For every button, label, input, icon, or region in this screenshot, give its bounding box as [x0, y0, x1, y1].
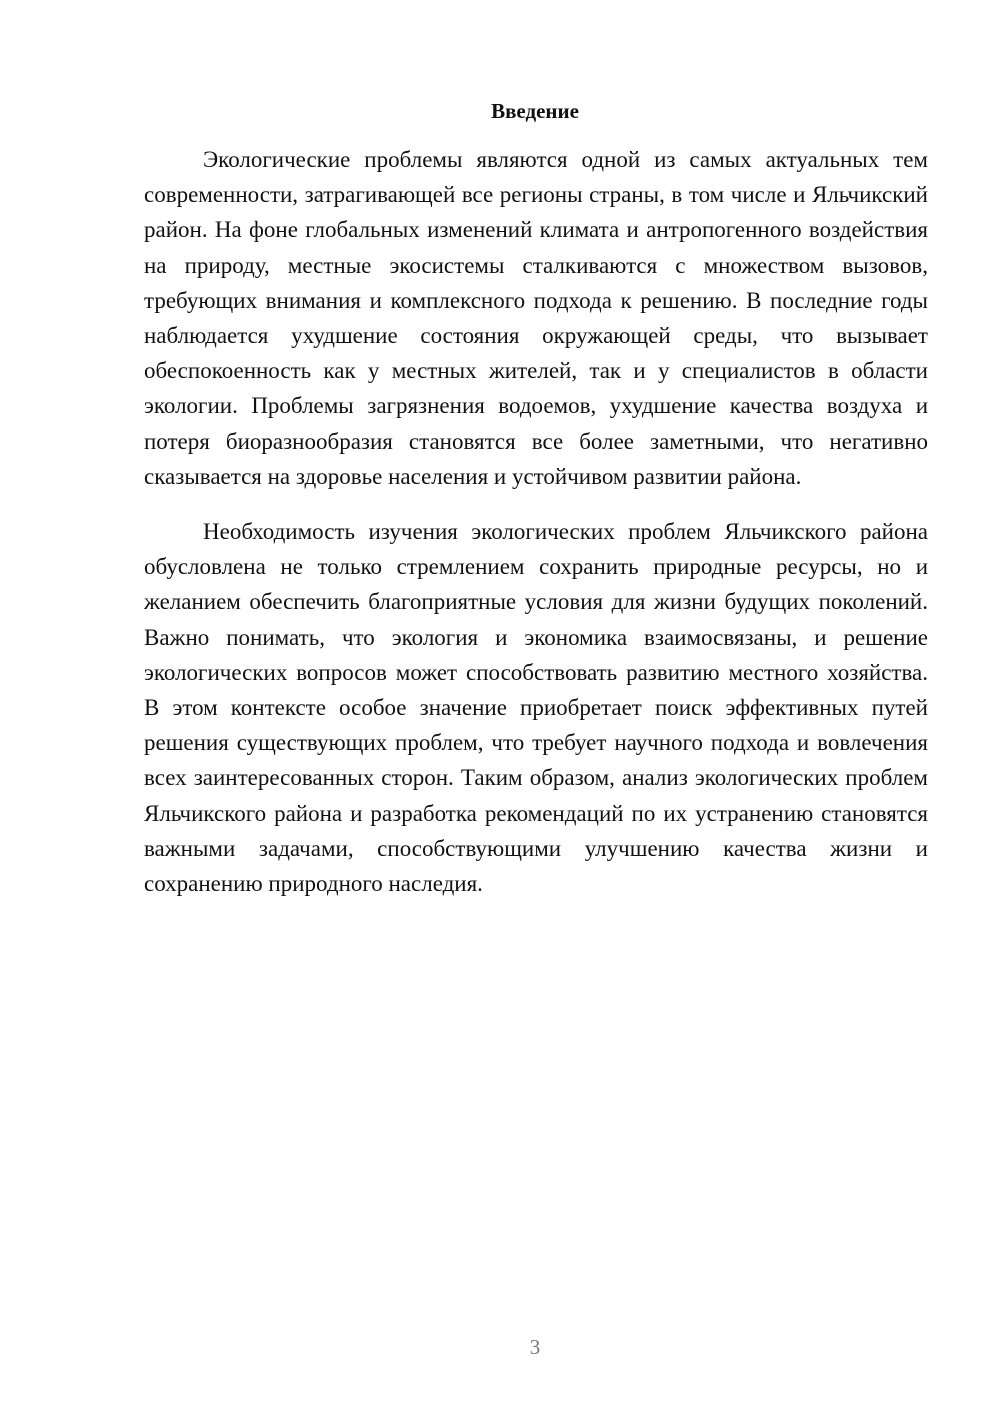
body-text [144, 142, 928, 901]
page-number: 3 [529, 1335, 541, 1359]
paragraph-1: Экологические проблемы являются одной из самых актуальных тем современности, затрагивающей все регионы страны, в том числе и Яльчикский район. На фоне глобальных изменений климата и антропогенного воздействия на природу, местные экосистемы сталкиваются с множеством вызовов, требующих внимания и комплексного подхода к решению. В последние годы наблюдается ухудшение состояния окружающей среды, что вызывает обеспокоенность как у местных жителей, так и у специалистов в области экологии. Проблемы загрязнения водоемов, ухудшение качества воздуха и потеря биоразнообразия становятся все более заметными, что негативно сказывается на здоровье населения и устойчивом развитии района. [144, 147, 928, 489]
paragraph-2: Необходимость изучения экологических проблем Яльчикского района обусловлена не только стремлением сохранить природные ресурсы, но и желанием обеспечить благоприятные условия для жизни будущих поколений. Важно понимать, что экология и экономика взаимосвязаны, и решение экологических вопросов может способствовать развитию местного хозяйства. В этом контексте особое значение приобретает поиск эффективных путей решения существующих проблем, что требует научного подхода и вовлечения всех заинтересованных сторон. Таким образом, анализ экологических проблем Яльчикского района и разработка рекомендаций по их устранению становятся важными задачами, способствующими улучшению качества жизни и сохранению природного наследия. [144, 519, 928, 897]
section-heading: Введение [491, 99, 579, 123]
